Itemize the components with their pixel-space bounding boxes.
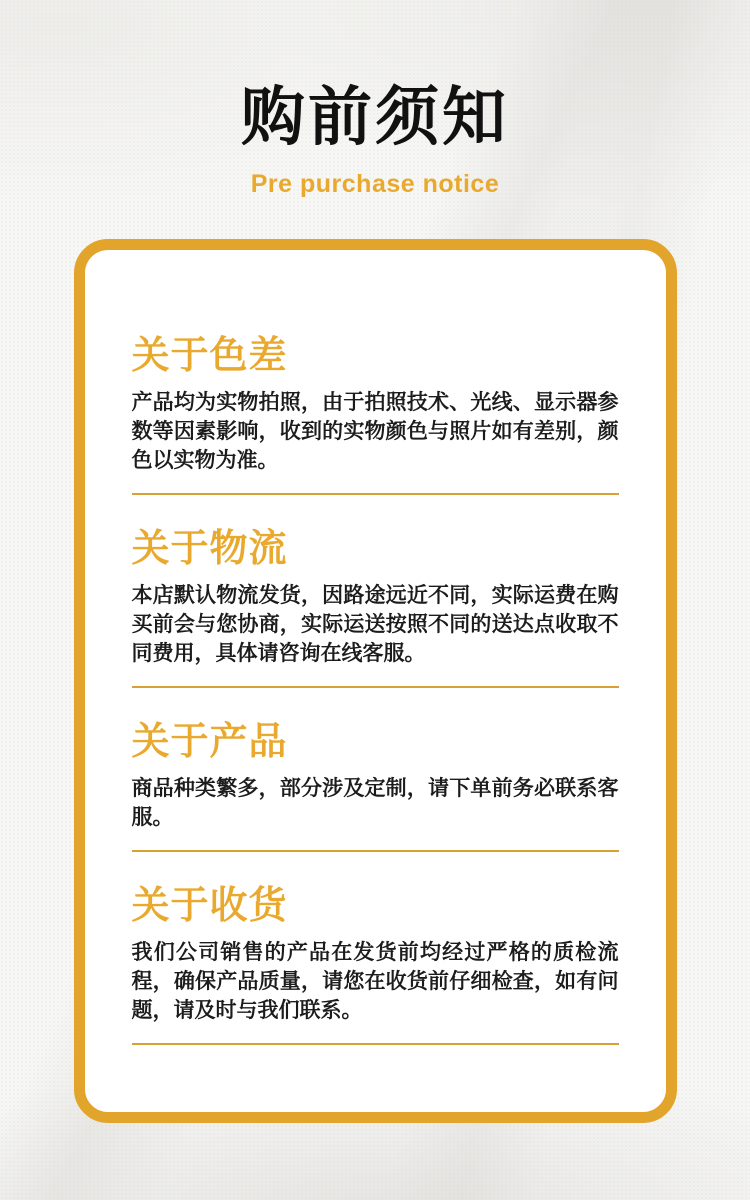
section-body: 商品种类繁多，部分涉及定制，请下单前务必联系客服。 [131, 777, 619, 829]
section-body: 产品均为实物拍照，由于拍照技术、光线、显示器参数等因素影响，收到的实物颜色与照片如有差别，颜色以实物为准。 [131, 391, 619, 472]
notice-section-product [132, 720, 619, 852]
section-heading: 关于色差 [131, 335, 288, 377]
section-body: 本店默认物流发货，因路途远近不同，实际运费在购买前会与您协商，实际运送按照不同的送达点收取不同费用，具体请咨询在线客服。 [131, 584, 619, 665]
section-body: 我们公司销售的产品在发货前均经过严格的质检流程，确保产品质量，请您在收货前仔细检查，如有问题，请及时与我们联系。 [131, 941, 619, 1022]
section-divider [132, 850, 619, 852]
page-title: 购前须知 [241, 81, 509, 153]
notice-section-logistics [132, 527, 619, 688]
page-header [0, 0, 750, 199]
notice-card [74, 239, 677, 1123]
section-divider [132, 1043, 619, 1045]
section-heading: 关于产品 [131, 721, 288, 763]
section-heading: 关于物流 [131, 528, 288, 570]
notice-section-receiving [132, 884, 619, 1045]
section-divider [132, 493, 619, 495]
section-heading: 关于收货 [131, 885, 288, 927]
section-divider [132, 686, 619, 688]
notice-section-color-difference [132, 334, 619, 495]
page-subtitle: Pre purchase notice [250, 170, 500, 198]
